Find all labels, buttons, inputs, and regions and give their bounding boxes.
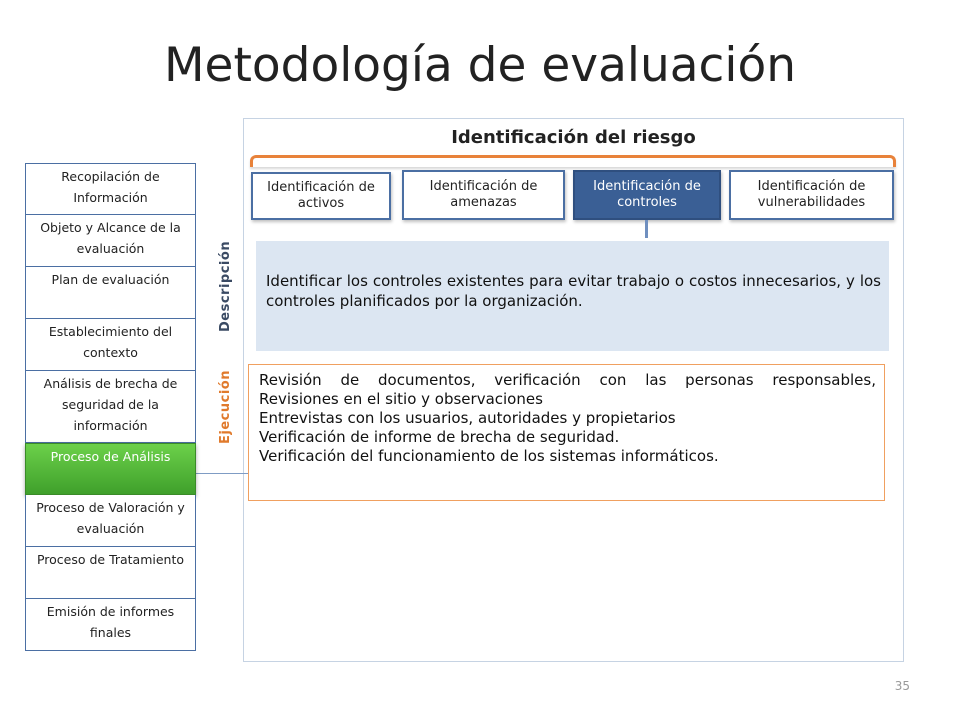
card-identificacion-controles[interactable]: Identificación de controles bbox=[573, 170, 721, 220]
execution-box bbox=[248, 364, 885, 501]
execution-line: Revisión de documentos, verificación con las personas responsables, bbox=[259, 371, 876, 389]
step-analisis-brecha[interactable]: Análisis de brecha de seguridad de la información bbox=[25, 371, 196, 443]
step-link-line bbox=[196, 473, 248, 474]
step-plan-evaluacion[interactable]: Plan de evaluación bbox=[25, 267, 196, 319]
card-identificacion-amenazas[interactable]: Identificación de amenazas bbox=[402, 170, 565, 220]
description-label: Descripción bbox=[218, 240, 233, 332]
slide-title: Metodología de evaluación bbox=[164, 38, 796, 93]
card-identificacion-vulnerabilidades[interactable]: Identificación de vulnerabilidades bbox=[729, 170, 894, 220]
execution-line: Revisiones en el sitio y observaciones bbox=[259, 390, 543, 408]
step-proceso-valoracion[interactable]: Proceso de Valoración y evaluación bbox=[25, 495, 196, 547]
steps-list bbox=[25, 163, 196, 651]
step-proceso-tratamiento[interactable]: Proceso de Tratamiento bbox=[25, 547, 196, 599]
description-box bbox=[256, 241, 889, 351]
execution-line: Entrevistas con los usuarios, autoridades y propietarios bbox=[259, 409, 676, 427]
card-identificacion-activos[interactable]: Identificación de activos bbox=[251, 172, 391, 220]
section-title: Identificación del riesgo bbox=[451, 127, 696, 148]
step-proceso-analisis[interactable]: Proceso de Análisis bbox=[25, 443, 196, 495]
execution-label: Ejecución bbox=[218, 370, 233, 444]
execution-line: Verificación del funcionamiento de los sistemas informáticos. bbox=[259, 447, 719, 465]
step-emision-informes[interactable]: Emisión de informes finales bbox=[25, 599, 196, 651]
page-number: 35 bbox=[894, 679, 910, 693]
execution-line: Verificación de informe de brecha de seguridad. bbox=[259, 428, 620, 446]
description-text: Identificar los controles existentes para evitar trabajo o costos innecesarios, y los controles planificados por la organización. bbox=[266, 272, 881, 310]
step-objeto-alcance[interactable]: Objeto y Alcance de la evaluación bbox=[25, 215, 196, 267]
bracket-divider bbox=[250, 155, 896, 167]
step-establecimiento-contexto[interactable]: Establecimiento del contexto bbox=[25, 319, 196, 371]
connector-line bbox=[645, 220, 648, 238]
step-recopilacion[interactable]: Recopilación de Información bbox=[25, 163, 196, 215]
